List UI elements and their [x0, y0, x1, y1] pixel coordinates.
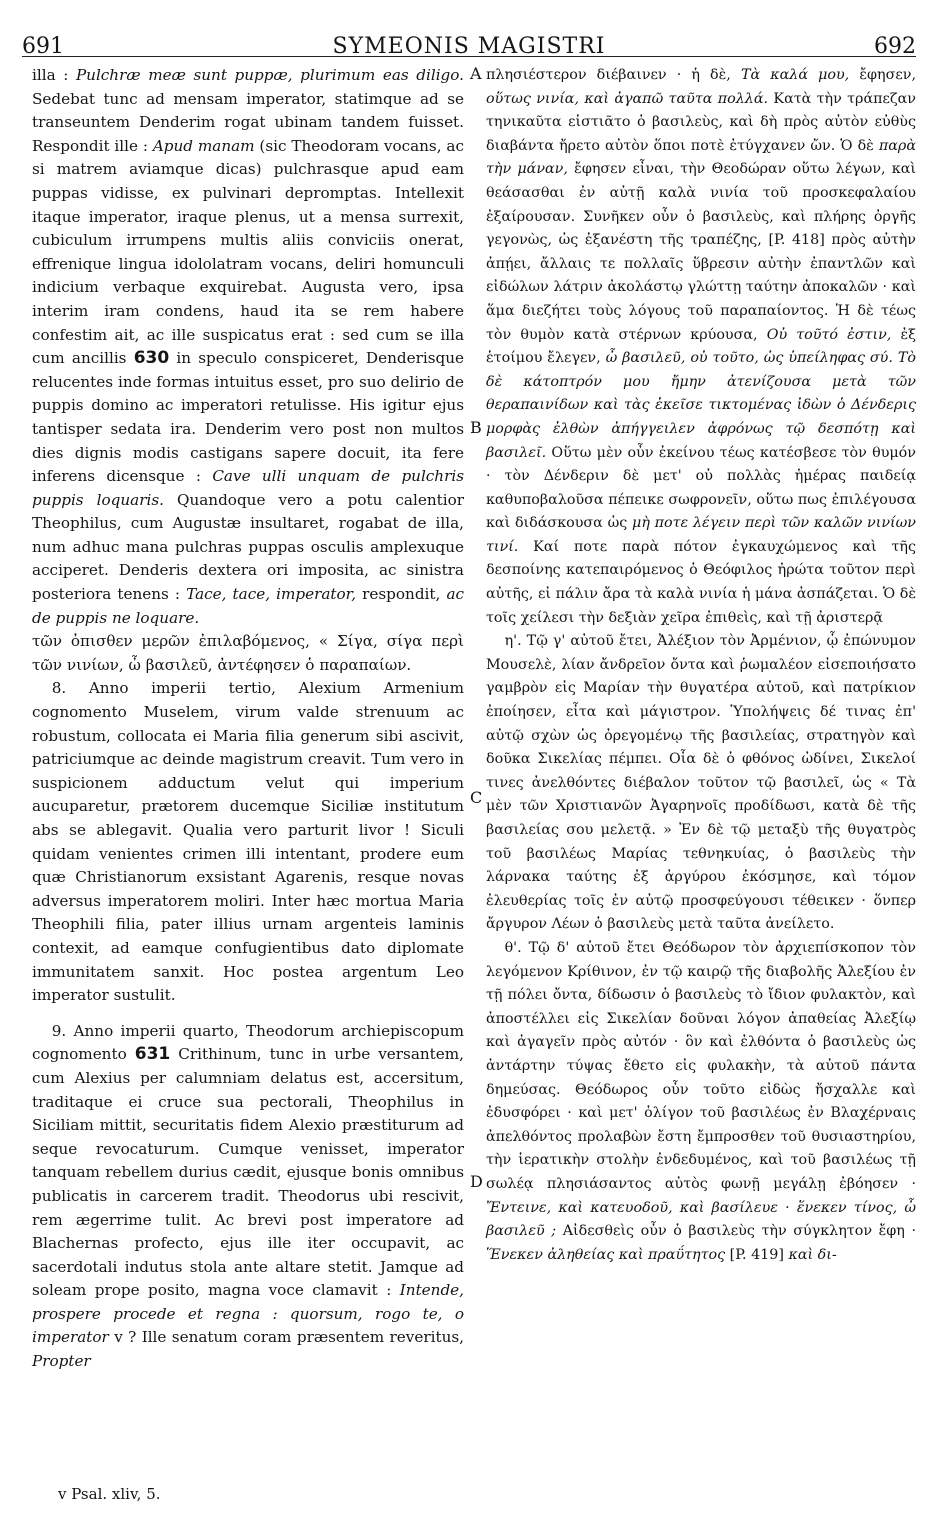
text-run: Crithinum, tunc in urbe versantem, cum Alexius per calumniam delatus est, accersitum, traditaque ei cruce sua pectorali, Theophilus in Siciliam mittit, securitatis fidem Alexio præstiturum ad seque revocaturum. Cumque venisset, imperator tanquam rebellem durius cædit, ejusque bonis omnibus publicatis in carcerem tradit. Theodorus ubi rescivit, rem ægerrime tulit. Ac brevi post imperatore ad Blachernas profecto, ejus ille iter occupavit, ac sacerdotali indutus stola ante altare stetit. Jamque ad soleam prope posito, magna voce clamavit :: [32, 1045, 464, 1300]
greek-column: [486, 64, 916, 1267]
footnote: v Psal. xliv, 5.: [58, 1485, 161, 1503]
text-run: illa :: [32, 66, 76, 84]
greek-run-on-line: τῶν ὀπισθεν μερῶν ἐπιλαβόμενος, « Σίγα, σίγα περὶ τῶν νινίων, ὦ βασιλεῦ, ἀντέφησεν ὁ παραπαίων.: [32, 632, 464, 674]
text-run: 9. Anno imperii quarto, Theodorum archiepiscopum cognomento: [32, 1021, 464, 1064]
text-run: Οὕτω μὲν οὖν ἐκείνου τέως κατέσβεσε τὸν θυμόν · τὸν Δένδεριν δὲ μετ' οὐ πολλὰς ἡμέρας παιδείᾳ καθυποβαλοῦσα πέπεικε σωφρονεῖν, οὕτω πως ἐπιλέγουσα καὶ διδάσκουσα ὡς: [486, 444, 916, 532]
text-run: πλησιέστερον διέβαινεν · ἡ δὲ,: [486, 67, 741, 83]
text-run: Κατὰ τὴν τράπεζαν τηνικαῦτα εἱστιᾶτο ὁ βασιλεὺς, καὶ δὴ πρὸς αὐτὸν εὐθὺς διαβάντα ἤρετο αὐτὸν ὅποι ποτὲ ἐτύγχανεν ὤν. Ὁ δὲ: [486, 90, 916, 154]
margin-letter-d: D: [470, 1172, 483, 1191]
italic-run: Intende, prospere procede et regna : quorsum, rogo te, o imperator: [32, 1281, 464, 1347]
greek-paragraph-1: [486, 64, 916, 630]
page-number-left: 691: [22, 34, 64, 59]
italic-run: Tace, tace, imperator,: [186, 585, 357, 604]
running-header: [22, 22, 916, 57]
text-run: Αἰδεσθεὶς οὖν ὁ βασιλεὺς τὴν σύγκλητον ἔφη ·: [556, 1223, 916, 1240]
margin-letter-a: A: [470, 64, 482, 83]
text-run: [P. 419]: [725, 1246, 789, 1263]
italic-run: παρὰ τὴν μάναν,: [486, 137, 916, 178]
italic-run: Propter: [32, 1352, 91, 1371]
text-run: ἔφησεν εἶναι, τὴν Θεοδώραν οὕτω λέγων, καὶ θεάσασθαι ἐν αὐτῇ καλὰ νινία τοῦ προσκεφαλαίου ἐξαίρουσαν. Συνῆκεν οὖν ὁ βασιλεὺς, καὶ πλήρης ὀργῆς γεγονὼς, ὡς ἐξανέστη τῆς τραπέζης, [P. 418] πρὸς αὐτὴν ἀπῄει, ἄλλαις τε πολλαῖς ὕβρεσιν αὐτὴν ἐπαντλῶν καὶ εἰδώλων λάτριν ἀκολάστῳ γλώττῃ ταύτην ἀποκαλῶν · καὶ ἅμα διεζήτει τοὺς λόγους τοῦ παραπαίοντος. Ἡ δὲ τέως τὸν θυμὸν κατὰ στέρνων κρύουσα,: [486, 161, 916, 343]
text-run: (sic Theodoram vocans, ac si matrem aviamque dicas) pulchrasque apud eam puppas vidisse, ex pulvinari depromptas. Intellexit itaque imperator, iraque plenus, ut a mensa surrexit, cubiculum irrumpens multis aliis conviciis onerat, effrenique lingua idololatram vocans, deliri homunculi indicium verbaque exquirebat. Augusta vero, ipsa interim iram condens, haud ita se rem habere confestim ait, ac ille suspicatus erat : sed cum se illa cum ancillis: [32, 136, 464, 368]
text-run: 8. Anno imperii tertio, Alexium Armenium cognomento Muselem, virum valde strenuum ac robustum, collocata ei Maria filia generum sibi ascivit, patriciumque ac deinde magistrum creavit. Tum vero in suspicionem adductum velut qui imperium aucuparetur, prætorem ducemque Siciliæ institutum abs se ablegavit. Qualia vero parturit livor ! Siculi quidam venientes crimen illi intentant, prodere eum quæ Christianorum exsistant Agarenis, resque novas adversus imperatorem moliri. Inter hæc mortua Maria Theophili filia, pater illius urnam argenteis laminis contexit, ad eamque confugientibus dato diplomate immunitatem sanxit. Hoc postea argentum Leo imperator sustulit.: [32, 679, 464, 1005]
text-run: ἐξ ἑτοίμου ἔλεγεν,: [486, 326, 916, 367]
text-run: respondit,: [356, 585, 447, 604]
greek-paragraph-8: [486, 630, 916, 937]
page-number-right: 692: [874, 34, 916, 59]
italic-run: μὴ ποτε λέγειν περὶ τῶν καλῶν νινίων τινί.: [486, 515, 916, 555]
latin-paragraph-9: [32, 1020, 464, 1374]
text-run: Καί ποτε παρὰ πότον ἐγκαυχώμενος καὶ τῆς δεσποίνης κατεπαιρόμενος ὁ Θεόφιλος ἠρώτα τοῦτον περὶ αὐτῆς, εἰ πάλιν ἄρα τὰ καλὰ νινία ἡ μάνα ἀσπάζεται. Ὁ δὲ τοῖς χείλεσι τὴν δεξιὰν χεῖρα ἐπιθεὶς, καὶ τῇ ἀριστερᾷ: [486, 538, 916, 626]
italic-run: Apud manam: [152, 136, 255, 155]
latin-paragraph-8: [32, 677, 464, 1007]
text-run: Quandoque vero a potu calentior Theophilus, cum Augustæ insultaret, rogabat de illa, num adhuc mana pulchras puppas osculis amplexuque acciperet. Denderis dextera ori imposita, ac sinistra posteriora tenens :: [32, 490, 464, 604]
text-run: v ? Ille senatum coram præsentem reveritus,: [108, 1328, 464, 1347]
column-number: 631: [134, 1044, 171, 1065]
latin-column: [32, 64, 464, 1374]
margin-letter-b: B: [470, 418, 482, 437]
column-number: 630: [133, 348, 170, 369]
italic-run: Τὰ καλά μου,: [740, 67, 850, 83]
running-title: SYMEONIS MAGISTRI: [332, 34, 606, 59]
text-run: η'. Τῷ γ' αὐτοῦ ἔτει, Ἀλέξιον τὸν Ἀρμένιον, ᾧ ἐπώνυμον Μουσελὲ, λίαν ἄνδρεῖον ὄντα καὶ ῥωμαλέον εἰσεποιήσατο γαμβρὸν εἰς Μαρίαν τὴν θυγατέρα αὐτοῦ, καὶ πατρίκιον ἐποίησεν, εἶτα καὶ μάγιστρον. Ὑπολήψεις δέ τινας ἐπ' αὐτῷ σχὼν ὡς ὀρεγομένῳ τῆς βασιλείας, στρατηγὸν καὶ δοῦκα Σικελίας πέμπει. Οἷα δὲ ὁ φθόνος ὠδίνει, Σικελοί τινες ἀνελθόντες διέβαλον τοῦτον τῷ βασιλεῖ, ὡς « Τὰ μὲν τῶν Χριστιανῶν Ἀγαρηνοῖς προδίδωσι, κατὰ δὲ τῆς βασιλείας σου μελετᾷ. » Ἐν δὲ τῷ μεταξὺ τῆς θυγατρὸς τοῦ βασιλέως Μαρίας τεθνηκυίας, ὁ βασιλεὺς τὴν λάρνακα ταύτης ἐξ ἀργύρου ἐκόσμησε, καὶ τόμον ἐλευθερίας τοῖς ἐν αὐτῷ προσφεύγουσι τέθεικεν · ὅνπερ ἄργυρον Λέων ὁ βασιλεὺς μετὰ ταῦτα ἀνείλετο.: [486, 633, 916, 933]
italic-run: Pulchræ meæ sunt puppæ, plurimum eas diligo.: [75, 66, 464, 84]
margin-letter-c: C: [470, 788, 483, 807]
italic-run: καὶ δι-: [788, 1246, 837, 1263]
text-run: θ'. Τῷ δ' αὐτοῦ ἔτει Θεόδωρον τὸν ἀρχιεπίσκοπον τὸν λεγόμενον Κρίθινον, ἐν τῷ καιρῷ τῆς διαβολῆς Ἀλεξίου ἐν τῇ πόλει ὄντα, δίδωσιν ὁ βασιλεὺς τὸ ἴδιον φυλακτὸν, καὶ ἀποστέλλει εἰς Σικελίαν δοῦναι λόγον ἀπαθείας Ἀλεξίῳ καὶ ἀγαγεῖν πρὸς αὐτόν · ὃν καὶ ἐλθόντα ὁ βασιλεὺς ὡς ἀντάρτην τύψας ἔθετο εἰς φυλακὴν, τὰ αὐτοῦ πάντα δημεύσας. Θεόδωρος οὖν τοῦτο εἰδὼς ἤσχαλλε καὶ ἐδυσφόρει · καὶ μετ' ὀλίγον τοῦ βασιλέως ἐν Βλαχέρναις ἀπελθόντος προλαβὼν ἔστη ἔμπροσθεν τοῦ θυσιαστηρίου, τὴν ἱερατικὴν στολὴν ἐνδεδυμένος, καὶ τοῦ βασιλέως τῇ σωλέᾳ πλησιάσαντος αὐτὸς φωνῇ μεγάλῃ ἐβόησεν ·: [486, 939, 916, 1192]
italic-run: Ἕνεκεν ἀληθείας καὶ πραΰτητος: [486, 1246, 726, 1263]
text-run: ἔφησεν,: [849, 67, 916, 83]
text-run: in speculo conspiceret, Denderisque relucentes inde formas intuitus esset, pro suo delirio de puppis domino ac imperatori retulisse. His igitur ejus tantisper sedata ira. Denderim vero post non multos dies dignis modis castigans sapere docuit, ita fere inferens dicensque :: [32, 349, 464, 486]
italic-run: Οὐ τοῦτό ἐστιν,: [766, 326, 892, 343]
text-run: Sedebat tunc ad mensam imperator, statimque ad se transeuntem Denderim rogat ubinam tandem fuisset. Respondit ille :: [32, 89, 464, 155]
greek-paragraph-9: [486, 937, 916, 1267]
italic-run: οὕτως νινία, καὶ ἀγαπῶ ταῦτα πολλά.: [486, 90, 769, 107]
italic-run: ac de puppis ne loquare.: [32, 585, 464, 627]
italic-run: Cave ulli unquam de pulchris puppis loquaris.: [32, 467, 465, 509]
italic-run: Ἔντεινε, καὶ κατευοδοῦ, καὶ βασίλευε · ἕνεκεν τίνος, ὦ βασιλεῦ ;: [486, 1199, 916, 1240]
latin-paragraph-1: [32, 64, 464, 630]
italic-run: ὦ βασιλεῦ, οὐ τοῦτο, ὡς ὑπείληφας σύ. Τὸ δὲ κάτοπτρόν μου ἤμην ἀτενίζουσα μετὰ τῶν θεραπαινίδων καὶ τὰς ἐκεῖσε τικτομένας ἰδὼν ὁ Δένδερις μορφὰς ἐλθὼν ἀπήγγειλεν ἀφρόνως τῷ δεσπότῃ καὶ βασιλεῖ.: [486, 350, 916, 461]
